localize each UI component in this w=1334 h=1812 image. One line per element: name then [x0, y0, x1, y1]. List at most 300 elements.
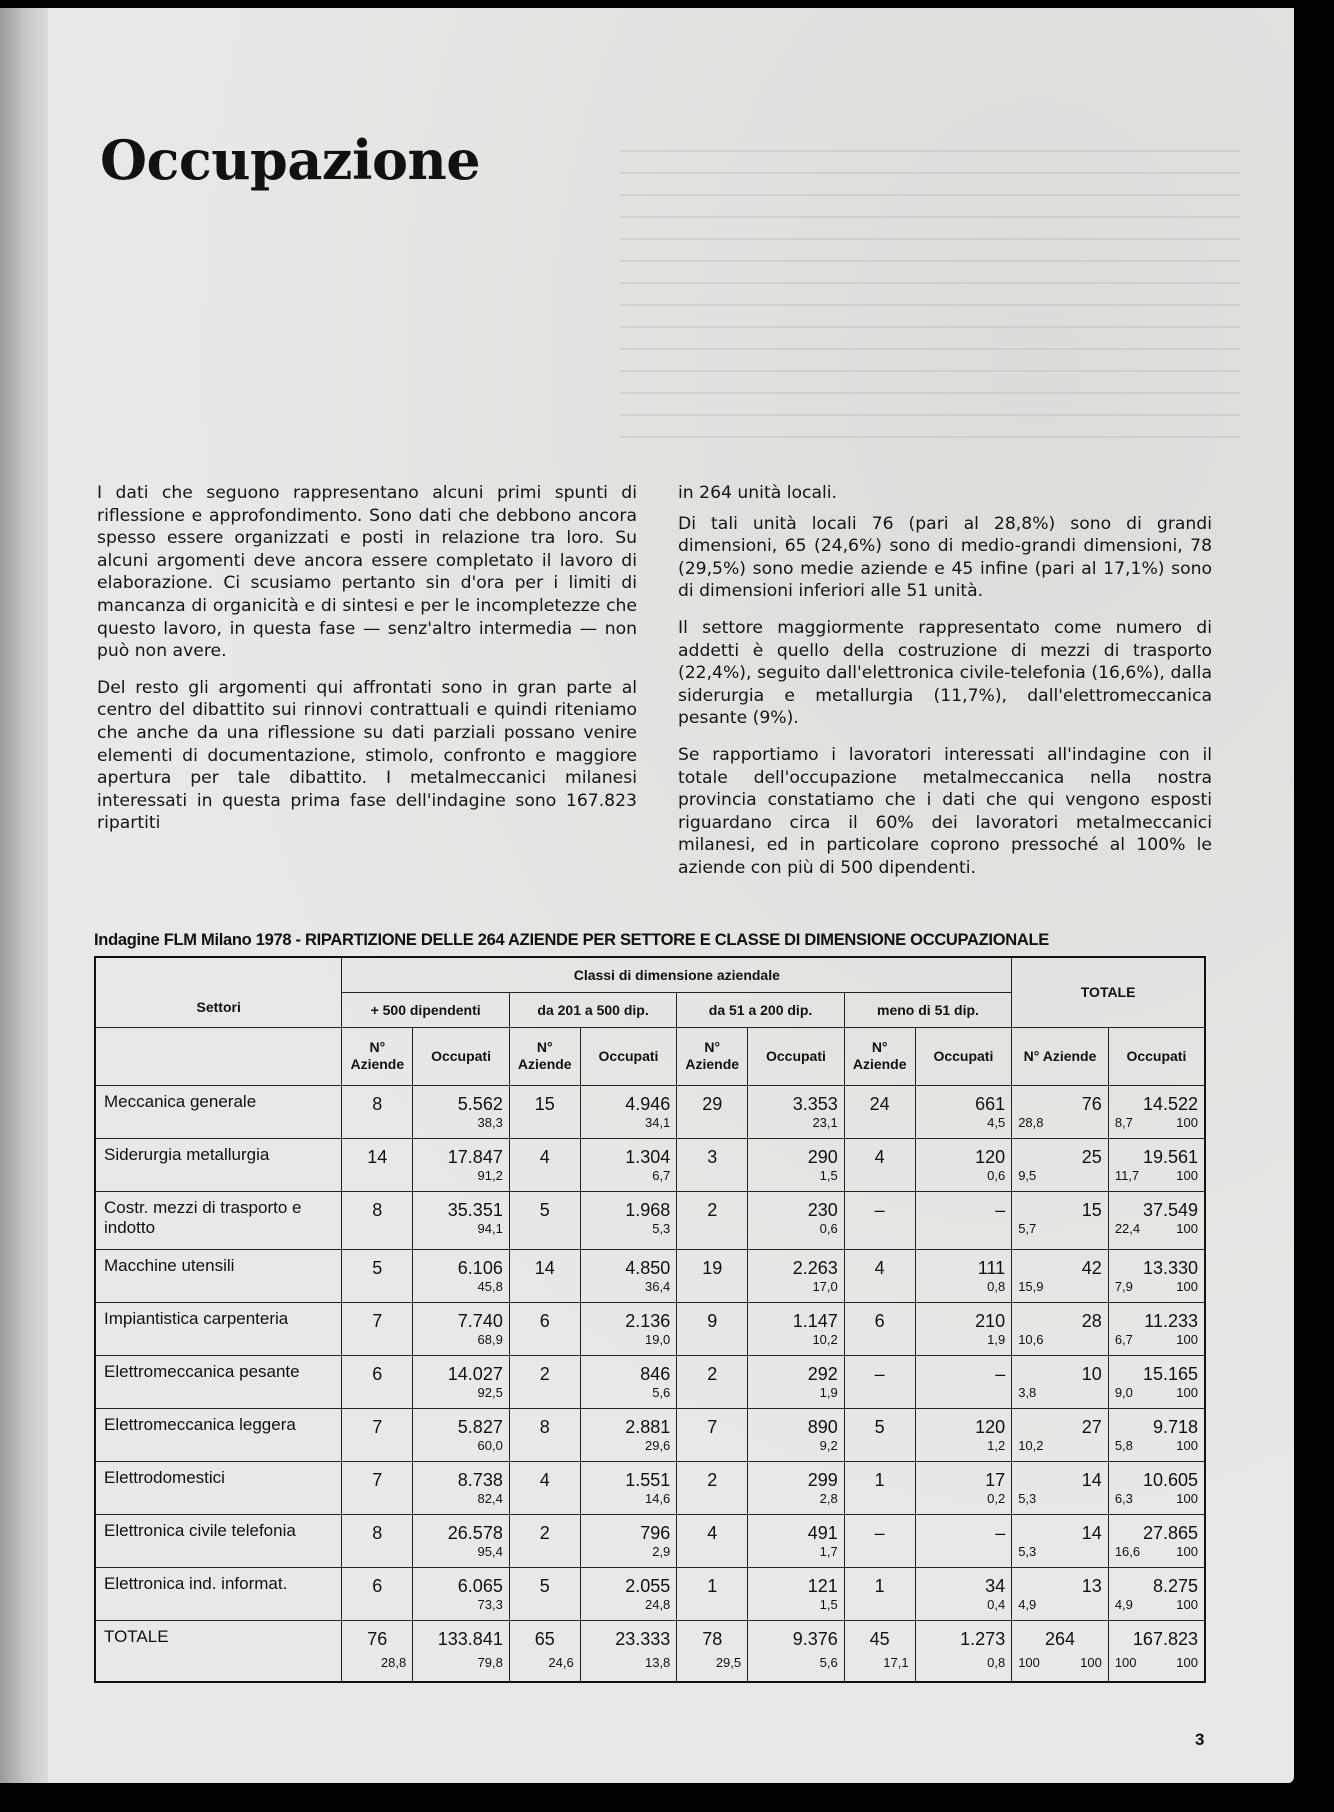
- occupati-pct: 23,1: [812, 1114, 838, 1130]
- occupati-pct: 73,3: [477, 1596, 503, 1612]
- total-occupati-cell: [748, 1620, 845, 1682]
- occupati-pct: 5,3: [652, 1220, 671, 1236]
- pct: 28,8: [380, 1654, 407, 1670]
- table-row: [95, 1408, 1205, 1461]
- sector-name: Siderurgia metallurgia: [95, 1138, 342, 1191]
- occupati-value: 26.578: [447, 1522, 503, 1543]
- occupati-value: 292: [807, 1363, 838, 1384]
- n-aziende-cell: 4: [509, 1138, 580, 1191]
- n-aziende-cell: 8: [509, 1408, 580, 1461]
- table-row: [95, 1355, 1205, 1408]
- n-aziende-cell: 2: [677, 1355, 748, 1408]
- n-aziende-cell: 8: [342, 1191, 413, 1249]
- n-aziende-cell: 29: [677, 1085, 748, 1138]
- table-row: [95, 1302, 1205, 1355]
- pct: 100: [1018, 1654, 1040, 1670]
- occupati-pct: 0,8: [987, 1278, 1006, 1294]
- occupati-cell: [915, 1138, 1012, 1191]
- occupati-pct: 10,2: [812, 1331, 838, 1347]
- occupati-cell: [413, 1355, 510, 1408]
- occupati-value: 34: [985, 1575, 1006, 1596]
- value: 78: [702, 1628, 723, 1649]
- total-occupati-pct: 7,9: [1114, 1278, 1133, 1294]
- total-n-cell: [1012, 1514, 1109, 1567]
- occupati-value: 121: [807, 1575, 838, 1596]
- header-occupati: Occupati: [748, 1027, 845, 1085]
- total-row-pct: 100: [1176, 1543, 1198, 1559]
- total-n-cell: [1012, 1408, 1109, 1461]
- occupati-value: 1.304: [625, 1146, 671, 1167]
- occupati-pct: 0,6: [819, 1220, 838, 1236]
- n-aziende-cell: 9: [677, 1302, 748, 1355]
- occupati-value: 120: [975, 1146, 1006, 1167]
- occupati-value: –: [995, 1199, 1006, 1220]
- occupati-cell: [915, 1355, 1012, 1408]
- occupati-value: 6.106: [457, 1257, 503, 1278]
- occupati-value: 299: [807, 1469, 838, 1490]
- occupati-value: 491: [807, 1522, 838, 1543]
- total-n-value: 10: [1081, 1363, 1102, 1384]
- header-empty: [95, 1027, 342, 1085]
- table-row: [95, 1085, 1205, 1138]
- n-aziende-cell: 2: [677, 1191, 748, 1249]
- occupati-value: 4.850: [625, 1257, 671, 1278]
- total-n-value: 14: [1081, 1469, 1102, 1490]
- occupati-pct: 60,0: [477, 1437, 503, 1453]
- header-n-aziende: N° Aziende: [844, 1027, 915, 1085]
- total-n-value: 27: [1081, 1416, 1102, 1437]
- occupati-pct: 91,2: [477, 1167, 503, 1183]
- occupati-value: 661: [975, 1093, 1006, 1114]
- occupati-value: 2.881: [625, 1416, 671, 1437]
- text-column-right: [678, 482, 1212, 894]
- occupati-cell: [915, 1191, 1012, 1249]
- total-n-pct: 9,5: [1018, 1167, 1037, 1183]
- value: 76: [367, 1628, 388, 1649]
- occupati-pct: 0,2: [987, 1490, 1006, 1506]
- occupati-value: 17: [985, 1469, 1006, 1490]
- occupati-value: 111: [977, 1257, 1006, 1278]
- occupati-pct: 82,4: [477, 1490, 503, 1506]
- sector-name: Macchine utensili: [95, 1249, 342, 1302]
- total-occupati-value: 9.718: [1152, 1416, 1198, 1437]
- total-n-value: 13: [1081, 1575, 1102, 1596]
- occupati-pct: 1,9: [819, 1384, 838, 1400]
- occupati-pct: 94,1: [477, 1220, 503, 1236]
- occupati-cell: [580, 1514, 677, 1567]
- total-label: TOTALE: [95, 1620, 342, 1682]
- occupati-cell: [580, 1138, 677, 1191]
- total-occupati-cell: [1108, 1461, 1205, 1514]
- table-row: [95, 1461, 1205, 1514]
- occupati-pct: 34,1: [644, 1114, 671, 1130]
- occupati-value: –: [995, 1522, 1006, 1543]
- total-n-pct: 4,9: [1018, 1596, 1037, 1612]
- occupati-pct: 1,9: [987, 1331, 1006, 1347]
- total-occupati-pct: 6,7: [1114, 1331, 1133, 1347]
- pct: 100: [1176, 1654, 1198, 1670]
- sector-name: Elettronica ind. informat.: [95, 1567, 342, 1620]
- n-aziende-cell: 2: [677, 1461, 748, 1514]
- header-n-aziende: N° Aziende: [1012, 1027, 1109, 1085]
- occupati-cell: [748, 1302, 845, 1355]
- total-occupati-pct: 6,3: [1114, 1490, 1133, 1506]
- value: 9.376: [792, 1628, 838, 1649]
- pct: 79,8: [477, 1654, 503, 1670]
- occupati-cell: [413, 1461, 510, 1514]
- occupati-value: 230: [807, 1199, 838, 1220]
- total-occupati-value: 27.865: [1142, 1522, 1198, 1543]
- occupati-pct: 17,0: [812, 1278, 838, 1294]
- n-aziende-cell: 8: [342, 1085, 413, 1138]
- paragraph: in 264 unità locali.: [678, 483, 837, 503]
- occupati-value: 210: [975, 1310, 1006, 1331]
- total-n-aziende-cell: [844, 1620, 915, 1682]
- n-aziende-cell: 4: [677, 1514, 748, 1567]
- n-aziende-cell: 6: [509, 1302, 580, 1355]
- total-n-pct: 5,3: [1018, 1490, 1037, 1506]
- n-aziende-cell: 3: [677, 1138, 748, 1191]
- occupati-cell: [748, 1408, 845, 1461]
- occupati-cell: [915, 1249, 1012, 1302]
- occupati-cell: [748, 1138, 845, 1191]
- total-n-cell: [1012, 1461, 1109, 1514]
- occupati-value: 7.740: [457, 1310, 503, 1331]
- sector-name: Meccanica generale: [95, 1085, 342, 1138]
- occupati-value: 14.027: [447, 1363, 503, 1384]
- occupati-pct: 68,9: [477, 1331, 503, 1347]
- page-title: Occupazione: [100, 128, 481, 192]
- occupati-pct: 29,6: [644, 1437, 671, 1453]
- total-n-cell: [1012, 1249, 1109, 1302]
- occupati-cell: [580, 1408, 677, 1461]
- occupati-pct: 1,5: [819, 1167, 838, 1183]
- pct: 5,6: [819, 1654, 838, 1670]
- header-n-aziende: N° Aziende: [677, 1027, 748, 1085]
- n-aziende-cell: –: [844, 1355, 915, 1408]
- total-occupati-pct: 9,0: [1114, 1384, 1133, 1400]
- total-n-cell: [1012, 1138, 1109, 1191]
- total-occupati-pct: 11,7: [1114, 1167, 1140, 1183]
- occupati-cell: [915, 1085, 1012, 1138]
- n-aziende-cell: 4: [509, 1461, 580, 1514]
- total-n-pct: 15,9: [1018, 1278, 1044, 1294]
- total-n-value: 14: [1081, 1522, 1102, 1543]
- occupati-pct: 38,3: [477, 1114, 503, 1130]
- value: 264: [1044, 1628, 1076, 1649]
- total-row-pct: 100: [1176, 1437, 1198, 1453]
- occupati-value: –: [995, 1363, 1006, 1384]
- total-n-cell: [1012, 1191, 1109, 1249]
- occupati-pct: 1,7: [819, 1543, 838, 1559]
- occupati-cell: [413, 1249, 510, 1302]
- total-row-pct: 100: [1176, 1596, 1198, 1612]
- total-occupati-cell: [1108, 1191, 1205, 1249]
- total-occupati-cell: [1108, 1138, 1205, 1191]
- header-occupati: Occupati: [413, 1027, 510, 1085]
- total-occupati-pct: 4,9: [1114, 1596, 1133, 1612]
- value: 45: [869, 1628, 890, 1649]
- n-aziende-cell: 4: [844, 1138, 915, 1191]
- header-occupati: Occupati: [580, 1027, 677, 1085]
- occupati-pct: 2,9: [652, 1543, 671, 1559]
- n-aziende-cell: 2: [509, 1355, 580, 1408]
- grand-total-occupati-cell: [1108, 1620, 1205, 1682]
- total-occupati-pct: 8,7: [1114, 1114, 1133, 1130]
- paragraph: Di tali unità locali 76 (pari al 28,8%) sono di grandi dimensioni, 65 (24,6%) sono di medio-grandi dimensioni, 78 (29,5%) sono medie aziende e 45 infine (pari al 17,1%) sono di dimensioni inferiori alle 51 unità.: [678, 513, 1212, 602]
- header-n-aziende: N° Aziende: [509, 1027, 580, 1085]
- occupati-pct: 19,0: [644, 1331, 671, 1347]
- value: 23.333: [615, 1628, 671, 1649]
- occupati-pct: 2,8: [819, 1490, 838, 1506]
- pct: 29,5: [715, 1654, 742, 1670]
- occupati-pct: 92,5: [477, 1384, 503, 1400]
- occupati-value: 6.065: [457, 1575, 503, 1596]
- occupati-pct: 1,2: [987, 1437, 1006, 1453]
- occupati-cell: [748, 1514, 845, 1567]
- header-sectors: Settori: [95, 957, 342, 1027]
- occupati-cell: [413, 1567, 510, 1620]
- sector-name: Impiantistica carpenteria: [95, 1302, 342, 1355]
- magazine-page: [0, 8, 1294, 1783]
- table-row: [95, 1567, 1205, 1620]
- occupati-cell: [580, 1355, 677, 1408]
- total-row-pct: 100: [1176, 1114, 1198, 1130]
- occupati-value: 2.136: [625, 1310, 671, 1331]
- total-occupati-cell: [413, 1620, 510, 1682]
- total-row-pct: 100: [1176, 1331, 1198, 1347]
- occupati-cell: [413, 1408, 510, 1461]
- occupati-cell: [748, 1191, 845, 1249]
- occupati-value: 4.946: [625, 1093, 671, 1114]
- total-occupati-cell: [1108, 1408, 1205, 1461]
- total-occupati-pct: 22,4: [1114, 1220, 1141, 1236]
- n-aziende-cell: 5: [509, 1191, 580, 1249]
- total-occupati-value: 19.561: [1142, 1146, 1198, 1167]
- total-occupati-value: 14.522: [1142, 1093, 1198, 1114]
- occupati-cell: [580, 1567, 677, 1620]
- occupati-cell: [748, 1461, 845, 1514]
- n-aziende-cell: 7: [677, 1408, 748, 1461]
- occupati-value: 35.351: [447, 1199, 503, 1220]
- page-number: 3: [1195, 1730, 1205, 1749]
- header-class: meno di 51 dip.: [844, 992, 1011, 1027]
- total-occupati-value: 11.233: [1144, 1310, 1198, 1331]
- total-n-pct: 5,3: [1018, 1543, 1037, 1559]
- n-aziende-cell: 24: [844, 1085, 915, 1138]
- n-aziende-cell: 1: [844, 1461, 915, 1514]
- header-class: + 500 dipendenti: [342, 992, 509, 1027]
- occupati-cell: [580, 1461, 677, 1514]
- value: 1.273: [960, 1628, 1006, 1649]
- header-total: TOTALE: [1012, 957, 1205, 1027]
- occupati-cell: [748, 1567, 845, 1620]
- occupati-cell: [748, 1249, 845, 1302]
- total-n-cell: [1012, 1567, 1109, 1620]
- paragraph: I dati che seguono rappresentano alcuni primi spunti di riflessione e approfondimento. Sono dati che debbono ancora spesso essere organizzati e posti in relazione tra loro. Su alcuni argomenti deve ancora essere completato il lavoro di elaborazione. Ci scusiamo pertanto sin d'ora per i limiti di mancanza di organicità e di sintesi e per le incompletezze che questo lavoro, in questa fase — senz'altro intermedia — non può non avere.: [97, 483, 637, 662]
- occupati-pct: 36,4: [644, 1278, 671, 1294]
- n-aziende-cell: 6: [844, 1302, 915, 1355]
- occupati-cell: [580, 1249, 677, 1302]
- table-row: [95, 1249, 1205, 1302]
- n-aziende-cell: 19: [677, 1249, 748, 1302]
- sector-name: Elettromeccanica pesante: [95, 1355, 342, 1408]
- n-aziende-cell: 15: [509, 1085, 580, 1138]
- n-aziende-cell: 14: [342, 1138, 413, 1191]
- total-n-pct: 10,2: [1018, 1437, 1044, 1453]
- table-row: [95, 1138, 1205, 1191]
- total-occupati-value: 10.605: [1142, 1469, 1198, 1490]
- total-occupati-cell: [1108, 1514, 1205, 1567]
- total-row-pct: 100: [1176, 1220, 1198, 1236]
- text-column-left: [97, 482, 637, 849]
- header-n-aziende: N° Aziende: [342, 1027, 413, 1085]
- occupati-pct: 0,4: [987, 1596, 1006, 1612]
- total-row-pct: 100: [1176, 1167, 1198, 1183]
- paragraph: Del resto gli argomenti qui affrontati sono in gran parte al centro del dibattito sui rinnovi contrattuali e quindi riteniamo che anche da una riflessione su dati parziali possano venire elementi di documentazione, stimolo, confronto e maggiore apertura per tale dibattito. I metalmeccanici milanesi interessati in questa prima fase dell'indagine sono 167.823 ripartiti: [97, 677, 637, 834]
- occupati-value: 1.551: [625, 1469, 671, 1490]
- n-aziende-cell: 7: [342, 1461, 413, 1514]
- occupati-pct: 0,6: [987, 1167, 1006, 1183]
- occupati-cell: [748, 1355, 845, 1408]
- occupati-cell: [580, 1191, 677, 1249]
- n-aziende-cell: 6: [342, 1567, 413, 1620]
- table-total-row: [95, 1620, 1205, 1682]
- pct: 13,8: [644, 1654, 671, 1670]
- n-aziende-cell: 14: [509, 1249, 580, 1302]
- total-occupati-cell: [915, 1620, 1012, 1682]
- occupati-pct: 4,5: [987, 1114, 1006, 1130]
- occupati-value: 1.147: [792, 1310, 838, 1331]
- occupati-value: 1.968: [625, 1199, 671, 1220]
- occupati-cell: [915, 1408, 1012, 1461]
- total-row-pct: 100: [1176, 1490, 1198, 1506]
- occupati-value: 890: [807, 1416, 838, 1437]
- value: 167.823: [1132, 1628, 1198, 1649]
- pct: 24,6: [548, 1654, 574, 1670]
- sector-name: Elettrodomestici: [95, 1461, 342, 1514]
- total-n-pct: 28,8: [1018, 1114, 1044, 1130]
- total-row-pct: 100: [1176, 1384, 1198, 1400]
- total-occupati-pct: 16,6: [1114, 1543, 1141, 1559]
- n-aziende-cell: 5: [844, 1408, 915, 1461]
- n-aziende-cell: 8: [342, 1514, 413, 1567]
- page-spine-shadow: [0, 8, 48, 1783]
- n-aziende-cell: 4: [844, 1249, 915, 1302]
- total-n-value: 15: [1081, 1199, 1102, 1220]
- occupati-cell: [915, 1461, 1012, 1514]
- occupati-cell: [580, 1302, 677, 1355]
- paragraph: Se rapportiamo i lavoratori interessati all'indagine con il totale dell'occupazione metalmeccanica nella nostra provincia constatiamo che i dati che qui vengono esposti riguardano circa il 60% dei lavoratori metalmeccanici milanesi, ed in particolare coprono pressoché al 100% le aziende con più di 500 dipendenti.: [678, 744, 1212, 878]
- total-occupati-cell: [580, 1620, 677, 1682]
- occupati-value: 3.353: [792, 1093, 838, 1114]
- paragraph: Il settore maggiormente rappresentato come numero di addetti è quello della costruzione di mezzi di trasporto (22,4%), seguito dall'elettronica civile-telefonia (16,6%), dalla siderurgia e metallurgia (11,7%), dall'elettromeccanica pesante (9%).: [678, 617, 1212, 729]
- occupati-value: 5.827: [457, 1416, 503, 1437]
- occupati-value: 846: [640, 1363, 671, 1384]
- table-caption: Indagine FLM Milano 1978 - RIPARTIZIONE DELLE 264 AZIENDE PER SETTORE E CLASSE DI DIMENSIONE OCCUPAZIONALE: [94, 931, 1049, 949]
- data-table: [94, 956, 1206, 1683]
- total-n-aziende-cell: [342, 1620, 413, 1682]
- occupati-value: 120: [975, 1416, 1006, 1437]
- n-aziende-cell: 7: [342, 1302, 413, 1355]
- total-occupati-value: 13.330: [1142, 1257, 1198, 1278]
- occupati-value: 2.263: [792, 1257, 838, 1278]
- total-occupati-value: 8.275: [1152, 1575, 1198, 1596]
- occupati-pct: 1,5: [819, 1596, 838, 1612]
- sector-name: Costr. mezzi di trasporto e indotto: [95, 1191, 342, 1249]
- occupati-value: 8.738: [457, 1469, 503, 1490]
- occupati-cell: [748, 1085, 845, 1138]
- header-class: da 201 a 500 dip.: [509, 992, 676, 1027]
- total-n-cell: [1012, 1355, 1109, 1408]
- total-occupati-value: 37.549: [1142, 1199, 1198, 1220]
- n-aziende-cell: 1: [844, 1567, 915, 1620]
- value: 65: [534, 1628, 555, 1649]
- grand-total-n-cell: [1012, 1620, 1109, 1682]
- occupati-pct: 9,2: [819, 1437, 838, 1453]
- total-n-aziende-cell: [509, 1620, 580, 1682]
- occupati-value: 796: [640, 1522, 671, 1543]
- n-aziende-cell: 5: [342, 1249, 413, 1302]
- total-n-cell: [1012, 1085, 1109, 1138]
- occupati-pct: 6,7: [652, 1167, 671, 1183]
- total-occupati-cell: [1108, 1302, 1205, 1355]
- total-occupati-cell: [1108, 1085, 1205, 1138]
- total-n-value: 28: [1081, 1310, 1102, 1331]
- n-aziende-cell: –: [844, 1514, 915, 1567]
- occupati-cell: [915, 1514, 1012, 1567]
- total-occupati-pct: 5,8: [1114, 1437, 1133, 1453]
- total-n-value: 25: [1081, 1146, 1102, 1167]
- occupati-value: 290: [807, 1146, 838, 1167]
- occupati-cell: [915, 1302, 1012, 1355]
- occupati-cell: [413, 1514, 510, 1567]
- total-n-aziende-cell: [677, 1620, 748, 1682]
- pct: 0,8: [987, 1654, 1006, 1670]
- total-occupati-cell: [1108, 1249, 1205, 1302]
- total-occupati-cell: [1108, 1567, 1205, 1620]
- bleed-through-text: [620, 138, 1240, 438]
- total-occupati-value: 15.165: [1142, 1363, 1198, 1384]
- n-aziende-cell: 6: [342, 1355, 413, 1408]
- header-occupati: Occupati: [915, 1027, 1012, 1085]
- header-group: Classi di dimensione aziendale: [342, 957, 1012, 992]
- total-n-value: 42: [1081, 1257, 1102, 1278]
- n-aziende-cell: 7: [342, 1408, 413, 1461]
- total-n-cell: [1012, 1302, 1109, 1355]
- total-n-pct: 5,7: [1018, 1220, 1037, 1236]
- sector-name: Elettromeccanica leggera: [95, 1408, 342, 1461]
- occupati-cell: [413, 1085, 510, 1138]
- occupati-pct: 45,8: [477, 1278, 503, 1294]
- occupati-cell: [413, 1302, 510, 1355]
- total-n-pct: 3,8: [1018, 1384, 1037, 1400]
- n-aziende-cell: –: [844, 1191, 915, 1249]
- total-row-pct: 100: [1176, 1278, 1198, 1294]
- value: 133.841: [437, 1628, 503, 1649]
- n-aziende-cell: 2: [509, 1514, 580, 1567]
- occupati-pct: 24,8: [644, 1596, 671, 1612]
- occupati-cell: [413, 1138, 510, 1191]
- total-occupati-cell: [1108, 1355, 1205, 1408]
- pct: 17,1: [883, 1654, 909, 1670]
- sector-name: Elettronica civile telefonia: [95, 1514, 342, 1567]
- total-n-value: 76: [1081, 1093, 1102, 1114]
- pct: 100: [1080, 1654, 1102, 1670]
- occupati-pct: 5,6: [652, 1384, 671, 1400]
- header-class: da 51 a 200 dip.: [677, 992, 844, 1027]
- occupati-cell: [915, 1567, 1012, 1620]
